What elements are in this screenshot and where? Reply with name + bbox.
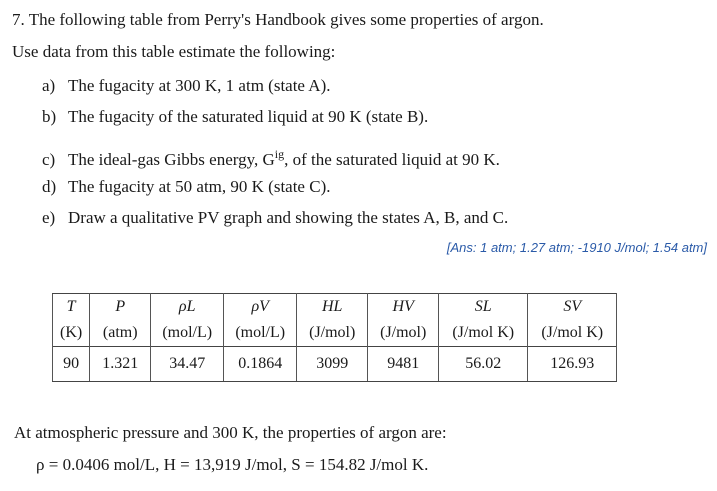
item-text: Draw a qualitative PV graph and showing the states A, B, and C. [68,208,509,227]
item-letter: b) [42,107,57,126]
table-row-units [53,319,617,347]
table-row-symbols [53,294,617,320]
table-cell: 3099 [297,347,368,382]
table-cell: HV [368,294,439,320]
table-cell: ρV [224,294,297,320]
table-cell: SV [528,294,617,320]
item-text: The fugacity at 50 atm, 90 K (state C). [68,177,331,196]
table-cell: (J/mol K) [439,319,528,347]
properties-table [52,293,617,382]
footer-properties: ρ = 0.0406 mol/L, H = 13,919 J/mol, S = 154.82 J/mol K. [36,455,429,474]
answer-key: [Ans: 1 atm; 1.27 atm; -1910 J/mol; 1.54 atm] [446,240,707,255]
table-cell: HL [297,294,368,320]
item-d [42,177,330,197]
item-text: The fugacity at 300 K, 1 atm (state A). [68,76,331,95]
table-row-values [53,347,617,382]
item-text-after: , of the saturated liquid at 90 K. [284,150,500,169]
table-cell: (J/mol) [297,319,368,347]
table-cell: 34.47 [151,347,224,382]
item-b [42,107,428,127]
item-letter: e) [42,208,56,227]
item-letter: c) [42,150,56,169]
instruction-text: Use data from this table estimate the following: [12,42,336,61]
table-cell: 126.93 [528,347,617,382]
footer-intro: At atmospheric pressure and 300 K, the properties of argon are: [14,423,447,442]
table-cell: (mol/L) [151,319,224,347]
table-cell: 0.1864 [224,347,297,382]
table-cell: (J/mol K) [528,319,617,347]
table-cell: 90 [53,347,90,382]
table-cell: (J/mol) [368,319,439,347]
table-cell: 9481 [368,347,439,382]
table-cell: P [90,294,151,320]
table-cell: ρL [151,294,224,320]
item-text-before: The ideal-gas Gibbs energy, G [68,150,275,169]
table-cell: 56.02 [439,347,528,382]
table-cell: T [53,294,90,320]
item-c [42,144,500,170]
item-e [42,208,508,228]
table-cell: (atm) [90,319,151,347]
item-letter: d) [42,177,57,196]
item-superscript: ig [274,147,285,161]
item-text: The fugacity of the saturated liquid at 90 K (state B). [68,107,429,126]
table-cell: SL [439,294,528,320]
table-cell: 1.321 [90,347,151,382]
problem-title: 7. The following table from Perry's Handbook gives some properties of argon. [12,10,544,29]
table-cell: (mol/L) [224,319,297,347]
table-cell: (K) [53,319,90,347]
item-a [42,76,330,96]
item-letter: a) [42,76,56,95]
